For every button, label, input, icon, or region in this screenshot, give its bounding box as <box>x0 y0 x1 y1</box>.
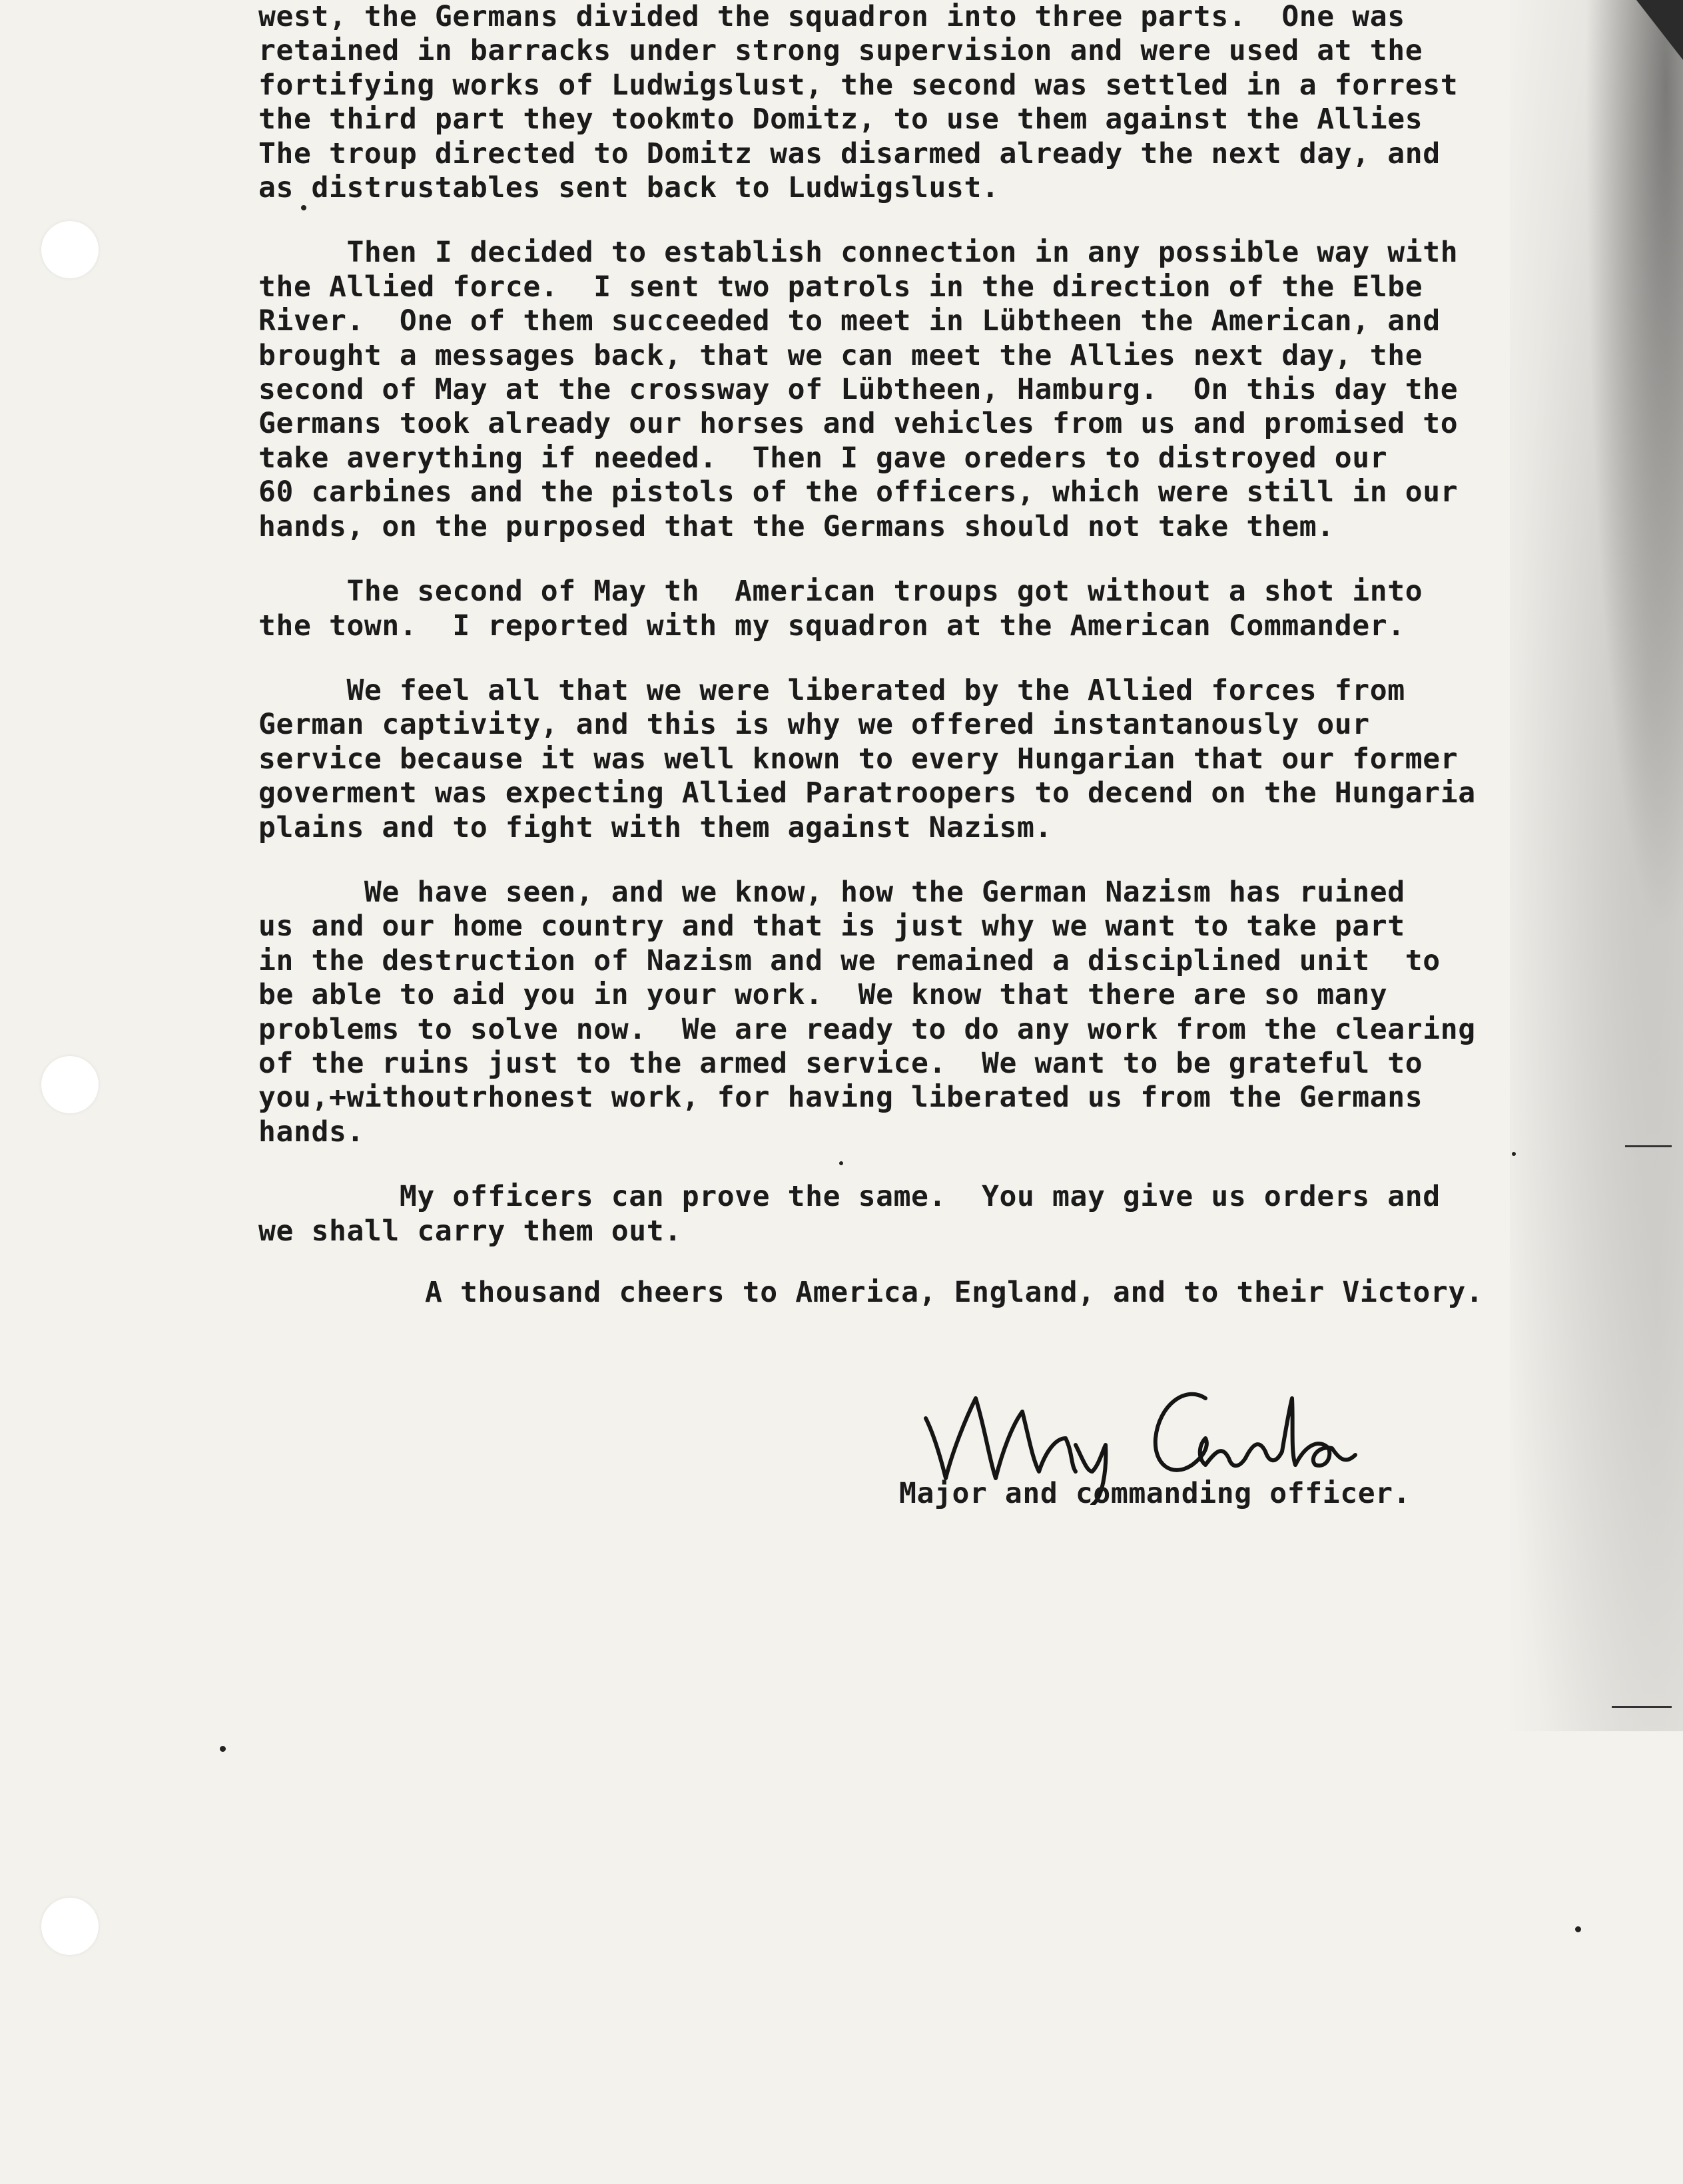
text-line: The troup directed to Domitz was disarmed already the next day, and <box>258 136 1441 170</box>
text-line: us and our home country and that is just why we want to take part <box>258 910 1405 944</box>
punch-hole-bottom <box>41 1898 99 1955</box>
text-line: My officers can prove the same. You may give us orders and <box>258 1180 1441 1214</box>
text-line: We have seen, and we know, how the German Nazism has ruined <box>258 875 1405 909</box>
text-line: We feel all that we were liberated by the Allied forces from <box>258 673 1405 707</box>
text-line: The second of May th American troups got without a shot into <box>258 575 1423 609</box>
stray-mark <box>1625 1145 1672 1147</box>
speck <box>1575 1926 1581 1932</box>
closing-line: A thousand cheers to America, England, and to their Victory. <box>425 1276 1484 1309</box>
text-line: as distrustables sent back to Ludwigslust. <box>258 171 1000 205</box>
text-line: hands. <box>258 1115 364 1149</box>
text-line: fortifying works of Ludwigslust, the second was settled in a forrest <box>258 68 1459 102</box>
paragraph-3 <box>258 575 1664 643</box>
text-line: goverment was expecting Allied Paratroopers to decend on the Hungaria <box>258 776 1476 810</box>
text-line: brought a messages back, that we can meet the Allies next day, the <box>258 338 1423 372</box>
text-line: take averything if needed. Then I gave oreders to distroyed our <box>258 441 1388 475</box>
text-line: Then I decided to establish connection in any possible way with <box>258 236 1459 270</box>
text-line: be able to aid you in your work. We know that there are so many <box>258 978 1388 1012</box>
paragraph-5 <box>258 876 1664 1149</box>
speck <box>301 205 306 210</box>
text-line: plains and to fight with them against Nazism. <box>258 810 1052 844</box>
paragraph-6 <box>258 1180 1664 1248</box>
signature-title: Major and commanding officer. <box>899 1477 1411 1510</box>
text-line: Germans took already our horses and vehicles from us and promised to <box>258 407 1459 441</box>
text-line: west, the Germans divided the squadron into three parts. One was <box>258 0 1405 33</box>
text-line: the town. I reported with my squadron at the American Commander. <box>258 609 1405 643</box>
text-line: service because it was well known to every Hungarian that our former <box>258 742 1459 776</box>
letter-body <box>258 0 1664 1279</box>
speck <box>1512 1152 1516 1156</box>
paragraph-2 <box>258 236 1664 544</box>
text-line: hands, on the purposed that the Germans should not take them. <box>258 509 1335 543</box>
text-line: the third part they tookmto Domitz, to use them against the Allies <box>258 103 1423 136</box>
text-line: retained in barracks under strong supervision and were used at the <box>258 34 1423 68</box>
text-line: 60 carbines and the pistols of the officers, which were still in our <box>258 475 1459 509</box>
stray-mark <box>1612 1706 1672 1708</box>
text-line: the Allied force. I sent two patrols in the direction of the Elbe <box>258 270 1423 304</box>
paragraph-4 <box>258 674 1664 845</box>
text-line: second of May at the crossway of Lübtheen, Hamburg. On this day the <box>258 373 1459 407</box>
text-line: in the destruction of Nazism and we remained a disciplined unit to <box>258 944 1441 977</box>
text-line: of the ruins just to the armed service. We want to be grateful to <box>258 1046 1423 1080</box>
text-line: you,+withoutrhonest work, for having liberated us from the Germans <box>258 1081 1423 1115</box>
paragraph-1 <box>258 0 1664 205</box>
speck <box>220 1746 226 1752</box>
text-line: German captivity, and this is why we offered instantanously our <box>258 708 1370 742</box>
text-line: problems to solve now. We are ready to do any work from the clearing <box>258 1012 1476 1046</box>
punch-hole-middle <box>41 1056 99 1113</box>
speck <box>839 1161 843 1165</box>
punch-hole-top <box>41 221 99 278</box>
text-line: River. One of them succeeded to meet in Lübtheen the American, and <box>258 304 1441 338</box>
text-line: we shall carry them out. <box>258 1214 682 1248</box>
